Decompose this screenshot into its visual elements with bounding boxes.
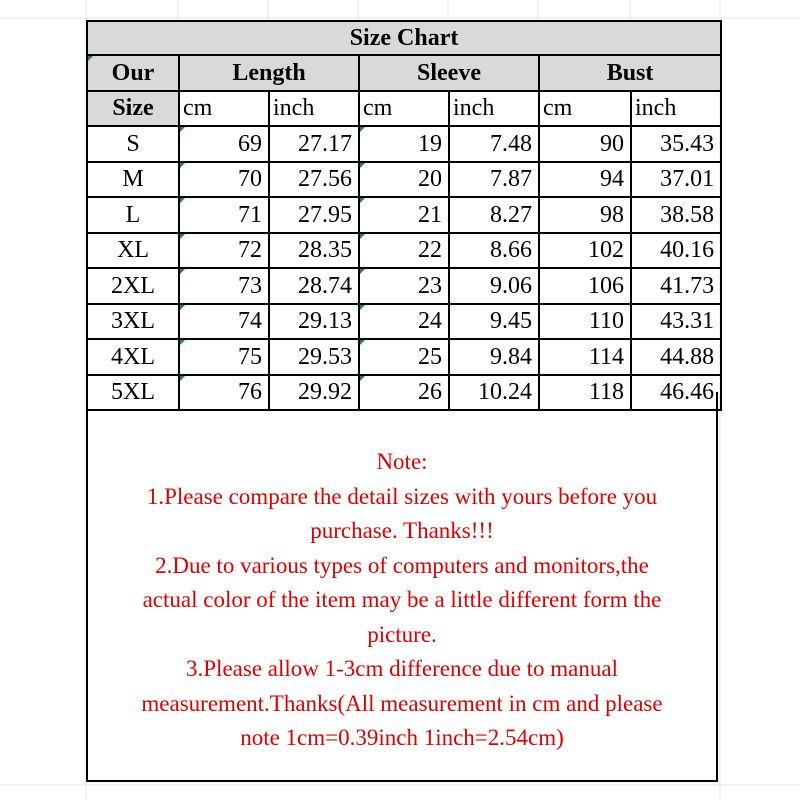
- sleeve-inch-cell: 10.24: [449, 375, 539, 411]
- bust-cm-cell: 98: [539, 197, 631, 233]
- length-inch-cell: 29.53: [269, 339, 359, 375]
- size-cell: 3XL: [87, 304, 179, 340]
- length-cm-cell: 74: [179, 304, 269, 340]
- length-header: Length: [179, 55, 359, 91]
- sleeve-inch-cell: 9.06: [449, 268, 539, 304]
- sleeve-cm-cell: 20: [359, 162, 449, 198]
- bust-cm-cell: 106: [539, 268, 631, 304]
- length-cm-cell: 73: [179, 268, 269, 304]
- note-line: purchase. Thanks!!!: [310, 518, 494, 543]
- sleeve-inch-cell: 7.87: [449, 162, 539, 198]
- sleeve-inch-cell: 9.84: [449, 339, 539, 375]
- size-cell: XL: [87, 233, 179, 269]
- size-cell: M: [87, 162, 179, 198]
- notes-box: [86, 392, 718, 782]
- length-inch-cell: 27.17: [269, 126, 359, 162]
- bust-inch-cell: 46.46: [631, 375, 721, 411]
- table-row: [87, 268, 721, 304]
- table-row: [87, 233, 721, 269]
- bust-cm-cell: 110: [539, 304, 631, 340]
- table-row: [87, 162, 721, 198]
- length-cm-cell: 71: [179, 197, 269, 233]
- chart-title: Size Chart: [87, 21, 721, 55]
- note-line: 2.Due to various types of computers and monitors,the: [155, 552, 649, 578]
- length-cm-cell: 69: [179, 126, 269, 162]
- sleeve-cm-cell: 19: [359, 126, 449, 162]
- sleeve-inch-unit: inch: [449, 91, 539, 127]
- length-cm-cell: 75: [179, 339, 269, 375]
- note-line: actual color of the item may be a little different form the: [142, 587, 662, 612]
- length-inch-unit: inch: [269, 91, 359, 127]
- length-cm-unit: cm: [179, 91, 269, 127]
- bust-cm-cell: 118: [539, 375, 631, 411]
- our-size-header: Our: [87, 55, 179, 91]
- sleeve-cm-cell: 23: [359, 268, 449, 304]
- sleeve-cm-cell: 21: [359, 197, 449, 233]
- bust-header: Bust: [539, 55, 721, 91]
- sleeve-cm-cell: 24: [359, 304, 449, 340]
- size-cell: 2XL: [87, 268, 179, 304]
- sleeve-cm-cell: 26: [359, 375, 449, 411]
- bust-inch-cell: 37.01: [631, 162, 721, 198]
- sleeve-cm-cell: 25: [359, 339, 449, 375]
- sleeve-inch-cell: 8.27: [449, 197, 539, 233]
- note-line: note 1cm=0.39inch 1inch=2.54cm): [240, 725, 564, 750]
- bust-cm-unit: cm: [539, 91, 631, 127]
- table-row: [87, 197, 721, 233]
- sleeve-cm-cell: 22: [359, 233, 449, 269]
- size-header: Size: [87, 91, 179, 127]
- bust-cm-cell: 94: [539, 162, 631, 198]
- note-heading: Note:: [376, 449, 428, 474]
- note-line: picture.: [367, 621, 437, 647]
- sleeve-inch-cell: 8.66: [449, 233, 539, 269]
- size-cell: 4XL: [87, 339, 179, 375]
- bust-cm-cell: 90: [539, 126, 631, 162]
- bust-inch-cell: 35.43: [631, 126, 721, 162]
- length-inch-cell: 28.35: [269, 233, 359, 269]
- note-line: 1.Please compare the detail sizes with yours before you: [146, 483, 658, 509]
- bust-cm-cell: 102: [539, 233, 631, 269]
- size-cell: L: [87, 197, 179, 233]
- note-line: 3.Please allow 1-3cm difference due to manual: [186, 656, 618, 681]
- length-inch-cell: 29.13: [269, 304, 359, 340]
- sleeve-header: Sleeve: [359, 55, 539, 91]
- size-cell: S: [87, 126, 179, 162]
- note-line: measurement.Thanks(All measurement in cm and please: [141, 690, 663, 716]
- bust-inch-cell: 43.31: [631, 304, 721, 340]
- bust-inch-cell: 38.58: [631, 197, 721, 233]
- size-cell: 5XL: [87, 375, 179, 411]
- size-chart-table: [86, 20, 722, 411]
- bust-inch-cell: 41.73: [631, 268, 721, 304]
- table-row: [87, 304, 721, 340]
- length-inch-cell: 27.95: [269, 197, 359, 233]
- table-row: [87, 126, 721, 162]
- bust-inch-cell: 40.16: [631, 233, 721, 269]
- bust-inch-cell: 44.88: [631, 339, 721, 375]
- table-row: [87, 339, 721, 375]
- length-cm-cell: 70: [179, 162, 269, 198]
- length-cm-cell: 72: [179, 233, 269, 269]
- bust-cm-cell: 114: [539, 339, 631, 375]
- length-inch-cell: 29.92: [269, 375, 359, 411]
- sleeve-cm-unit: cm: [359, 91, 449, 127]
- sleeve-inch-cell: 7.48: [449, 126, 539, 162]
- size-chart-sheet: [86, 20, 720, 411]
- bust-inch-unit: inch: [631, 91, 721, 127]
- sleeve-inch-cell: 9.45: [449, 304, 539, 340]
- length-cm-cell: 76: [179, 375, 269, 411]
- length-inch-cell: 28.74: [269, 268, 359, 304]
- length-inch-cell: 27.56: [269, 162, 359, 198]
